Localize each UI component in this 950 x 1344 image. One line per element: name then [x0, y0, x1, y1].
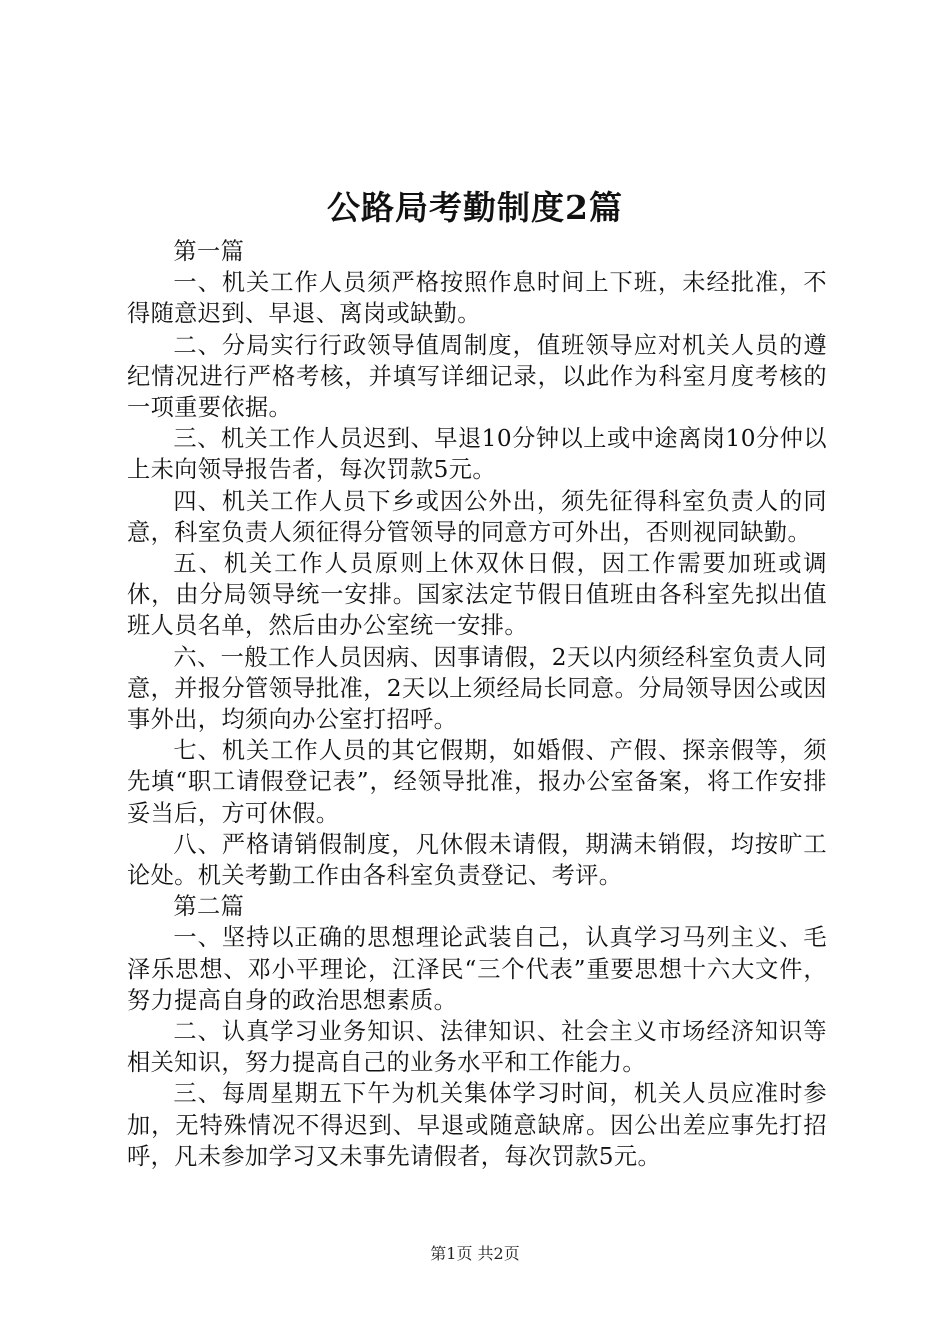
paragraph: 三、机关工作人员迟到、早退10分钟以上或中途离岗10分仲以上未向领导报告者，每次罚款5元。 [127, 425, 827, 484]
paragraph: 二、认真学习业务知识、法律知识、社会主义市场经济知识等相关知识，努力提高自己的业务水平和工作能力。 [127, 1018, 827, 1077]
section-heading-1: 第一篇 [173, 238, 245, 265]
paragraph: 四、机关工作人员下乡或因公外出，须先征得科室负责人的同意，科室负责人须征得分管领导的同意方可外出，否则视同缺勤。 [127, 487, 827, 546]
page-title: 公路局考勤制度2篇 [327, 188, 623, 227]
paragraph: 八、严格请销假制度，凡休假未请假，期满未销假，均按旷工论处。机关考勤工作由各科室负责登记、考评。 [127, 830, 827, 890]
paragraph: 六、一般工作人员因病、因事请假，2天以内须经科室负责人同意，并报分管领导批准，2天以上须经局长同意。分局领导因公或因事外出，均须向办公室打招呼。 [127, 643, 827, 734]
section-heading-2: 第二篇 [173, 893, 245, 921]
paragraph: 一、机关工作人员须严格按照作息时间上下班，未经批准，不得随意迟到、早退、离岗或缺勤。 [127, 269, 827, 328]
page-footer: 第1页 共2页 [430, 1244, 520, 1263]
paragraph: 二、分局实行行政领导值周制度，值班领导应对机关人员的遵纪情况进行严格考核，并填写详细记录，以此作为科室月度考核的一项重要依据。 [127, 331, 827, 422]
paragraph: 七、机关工作人员的其它假期，如婚假、产假、探亲假等，须先填“职工请假登记表”，经领导批准，报办公室备案，将工作安排妥当后，方可休假。 [127, 737, 827, 827]
paragraph: 三、每周星期五下午为机关集体学习时间，机关人员应准时参加，无特殊情况不得迟到、早退或随意缺席。因公出差应事先打招呼，凡未参加学习又未事先请假者，每次罚款5元。 [127, 1080, 827, 1170]
paragraph: 一、坚持以正确的思想理论武装自己，认真学习马列主义、毛泽乐思想、邓小平理论，江泽民“三个代表”重要思想十六大文件，努力提高自身的政治思想素质。 [127, 924, 827, 1014]
document-body [127, 236, 827, 1172]
paragraph: 五、机关工作人员原则上休双休日假，因工作需要加班或调休，由分局领导统一安排。国家法定节假日值班由各科室先拟出值班人员名单，然后由办公室统一安排。 [127, 550, 827, 640]
